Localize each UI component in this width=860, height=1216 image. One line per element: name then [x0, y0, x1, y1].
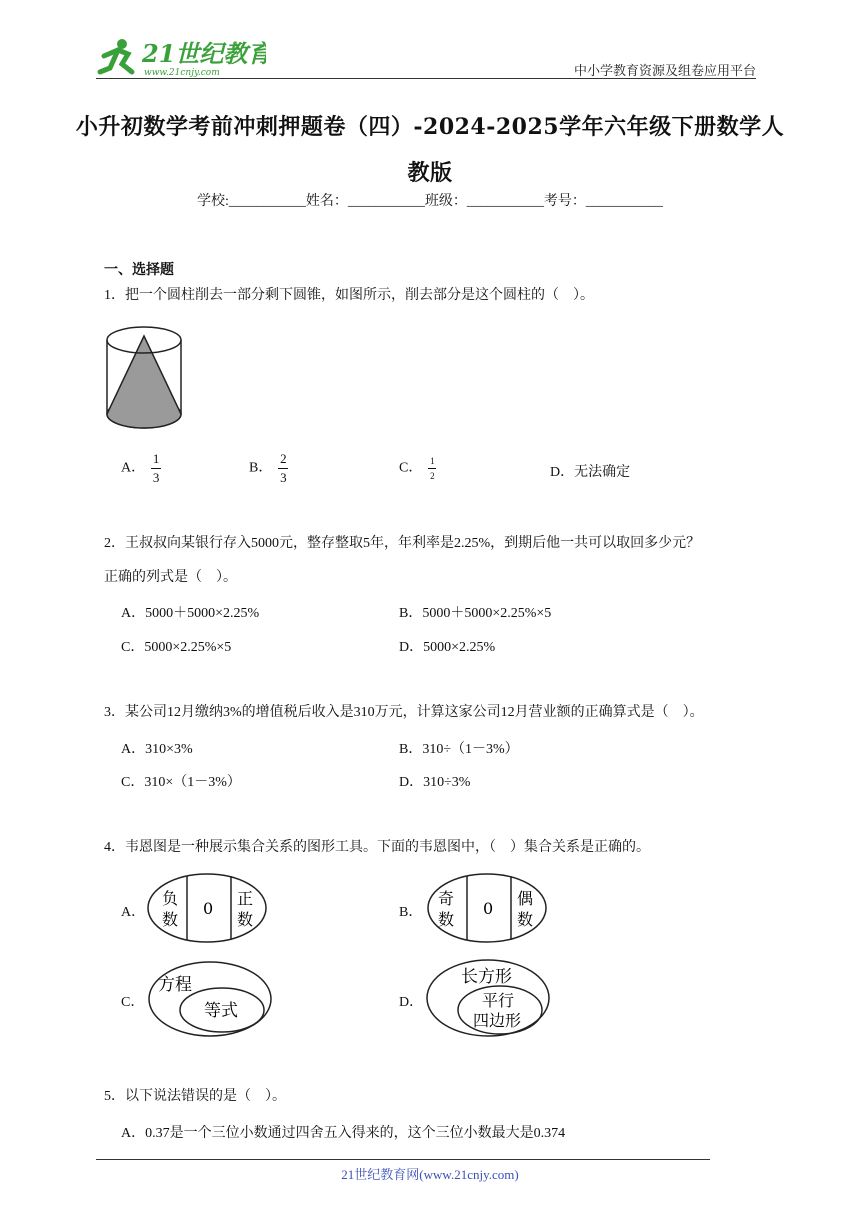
paper-title-line1: 小升初数学考前冲刺押题卷（四）-2024-2025学年六年级下册数学人 [75, 114, 785, 140]
q2-option-a[interactable]: A．5000＋5000×2.25% [121, 606, 260, 621]
fraction-one-third: $\frac{1}{3}$ [152, 451, 160, 485]
question-5-stem: 5．以下说法错误的是（ ）。 [104, 1089, 286, 1104]
q1-option-d[interactable]: D．无法确定 [550, 465, 631, 480]
question-2-stem-line2: 正确的列式是（ ）。 [104, 570, 237, 585]
svg-text:数: 数 [237, 910, 254, 929]
header-divider [96, 78, 756, 79]
q5-option-a[interactable]: A．0.37是一个三位小数通过四舍五入得来的，这个三位小数最大是0.374 [121, 1126, 566, 1141]
q1-option-c[interactable]: C． $\frac{1}{2}$ [399, 456, 435, 481]
student-info-line: 学校:___________姓名：___________班级：___________考号：___________ [197, 194, 663, 209]
site-logo [96, 36, 266, 78]
logo-url: www.21cnjy.com [144, 68, 220, 78]
paper-title-line2: 教版 [407, 160, 453, 186]
section-heading: 一、选择题 [104, 262, 174, 278]
fraction-two-thirds: $\frac{2}{3}$ [280, 451, 287, 485]
q3-option-b[interactable]: B．310÷（1－3%） [399, 742, 519, 757]
svg-text:长方形: 长方形 [461, 967, 512, 987]
venn-diagram-d[interactable] [424, 956, 554, 1045]
q4-option-a-label[interactable]: A． [121, 905, 146, 920]
question-2-stem-line1: 2．王叔叔向某银行存入5000元，整存整取5年，年利率是2.25%，到期后他一共可以取回多少元？ [104, 536, 701, 551]
fraction-one-half: $\frac{1}{2}$ [430, 456, 435, 481]
venn-diagram-c[interactable] [146, 958, 276, 1045]
footer-divider [96, 1159, 710, 1160]
q3-option-d[interactable]: D．310÷3% [399, 775, 471, 790]
question-3-stem: 3．某公司12月缴纳3%的增值税后收入是310万元，计算这家公司12月营业额的正确算式是（ ）。 [104, 705, 704, 720]
svg-text:负: 负 [162, 889, 179, 908]
footer-link[interactable]: 21世纪教育网(www.21cnjy.com) [341, 1167, 519, 1182]
svg-text:方程: 方程 [158, 975, 192, 995]
q4-option-d-label[interactable]: D． [399, 995, 424, 1010]
question-4-stem: 4．韦恩图是一种展示集合关系的图形工具。下面的韦恩图中，（ ）集合关系是正确的。 [104, 840, 650, 855]
q3-option-a[interactable]: A．310×3% [121, 742, 193, 757]
svg-text:偶: 偶 [517, 889, 534, 908]
svg-text:数: 数 [438, 910, 455, 929]
svg-text:平行: 平行 [482, 991, 515, 1010]
q3-option-c[interactable]: C．310×（1－3%） [121, 775, 241, 790]
svg-text:正: 正 [237, 889, 254, 908]
svg-text:0: 0 [483, 899, 494, 918]
q2-option-d[interactable]: D．5000×2.25% [399, 640, 496, 655]
svg-text:奇: 奇 [438, 889, 455, 908]
svg-text:四边形: 四边形 [473, 1011, 522, 1030]
venn-diagram-b[interactable] [425, 870, 549, 951]
venn-diagram-a[interactable] [145, 870, 269, 951]
q2-option-c[interactable]: C．5000×2.25%×5 [121, 640, 232, 655]
cylinder-cone-figure [104, 324, 186, 445]
question-1-stem: 1．把一个圆柱削去一部分剩下圆锥，如图所示，削去部分是这个圆柱的（ ）。 [104, 288, 594, 303]
q4-option-b-label[interactable]: B． [399, 905, 423, 920]
svg-text:0: 0 [203, 899, 214, 918]
q4-option-c-label[interactable]: C． [121, 995, 145, 1010]
logo-text: 21世纪教育 [142, 39, 266, 68]
svg-text:数: 数 [517, 910, 534, 929]
svg-text:等式: 等式 [204, 1001, 238, 1021]
q2-option-b[interactable]: B．5000＋5000×2.25%×5 [399, 606, 552, 621]
platform-label: 中小学教育资源及组卷应用平台 [573, 63, 756, 78]
q1-option-b[interactable]: B． $\frac{2}{3}$ [249, 451, 287, 485]
q1-option-a[interactable]: A． $\frac{1}{3}$ [121, 451, 160, 485]
runner-icon [100, 39, 132, 72]
paper-title [60, 104, 800, 196]
svg-text:数: 数 [162, 910, 179, 929]
